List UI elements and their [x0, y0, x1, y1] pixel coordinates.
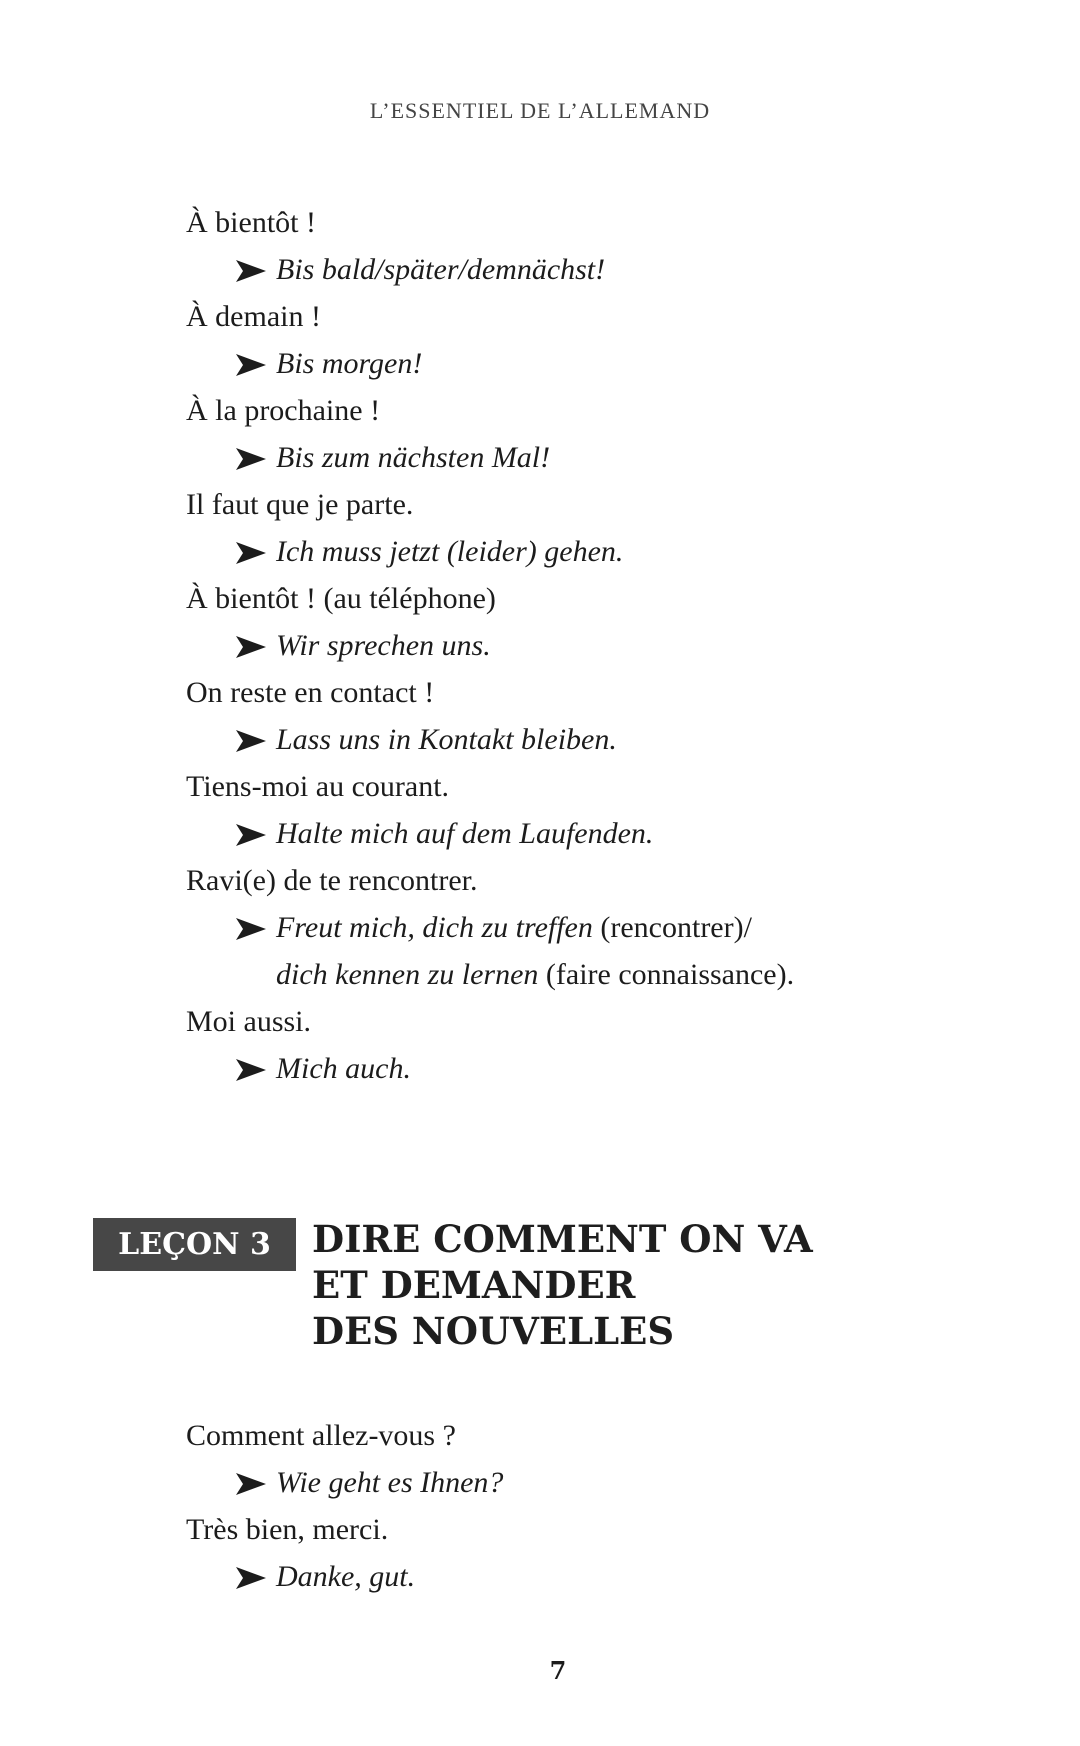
french-phrase: Comment allez-vous ? — [186, 1419, 456, 1452]
french-phrase: On reste en contact ! — [186, 676, 435, 709]
german-translation-continued: dich kennen zu lernen (faire connaissance). — [276, 958, 795, 991]
german-translation: Lass uns in Kontakt bleiben. — [186, 716, 1046, 763]
french-phrase: Très bien, merci. — [186, 1513, 389, 1546]
french-phrase: À bientôt ! (au téléphone) — [186, 582, 496, 615]
german-translation: Bis morgen! — [186, 340, 1046, 387]
running-head: L’ESSENTIEL DE L’ALLEMAND — [369, 98, 711, 123]
lesson-title: DIRE COMMENT ON VA ET DEMANDER DES NOUVELLES — [312, 1217, 813, 1353]
german-translation: Ich muss jetzt (leider) gehen. — [186, 528, 1046, 575]
german-translation: Bis zum nächsten Mal! — [186, 434, 1046, 481]
phrase-list-2 — [186, 1412, 1046, 1600]
phrase-list-1 — [186, 199, 1046, 1092]
french-phrase: À la prochaine ! — [186, 394, 381, 427]
german-translation: Bis bald/später/demnächst! — [186, 246, 1046, 293]
french-phrase: Moi aussi. — [186, 1005, 312, 1038]
german-translation: Wie geht es Ihnen? — [186, 1459, 1046, 1506]
page-number: 7 — [549, 1656, 567, 1685]
french-phrase: Tiens-moi au courant. — [186, 770, 450, 803]
french-phrase: À demain ! — [186, 300, 321, 333]
german-translation: Mich auch. — [186, 1045, 1046, 1092]
german-translation: Freut mich, dich zu treffen (rencontrer)/ — [186, 904, 1046, 951]
french-phrase: À bientôt ! — [186, 206, 316, 239]
french-phrase: Ravi(e) de te rencontrer. — [186, 864, 478, 897]
german-translation: Halte mich auf dem Laufenden. — [186, 810, 1046, 857]
german-translation: Wir sprechen uns. — [186, 622, 1046, 669]
lesson-badge: LEÇON 3 — [93, 1218, 296, 1271]
german-translation: Danke, gut. — [186, 1553, 1046, 1600]
french-phrase: Il faut que je parte. — [186, 488, 414, 521]
